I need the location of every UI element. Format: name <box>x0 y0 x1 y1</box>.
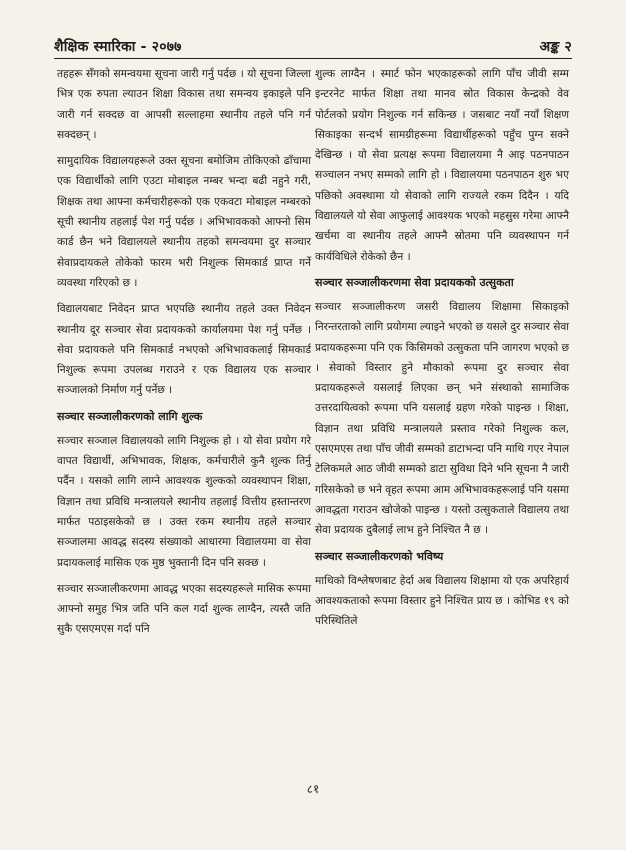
paragraph: सञ्चार सञ्जालीकरण जसरी विद्यालय शिक्षामा सिकाइको निरन्तरताको लागि प्रयोगमा ल्याइने भएको छ यसले दुर सञ्चार सेवा प्रदायकहरूमा पनि एक किसिमको उत्सुकता पनि जागरण भएको छ । सेवाको विस्तार हुने मौकाको रूपमा दुर सञ्चार सेवा प्रदायकहरूले यसलाई लिएका छन् भने संस्थाको सामाजिक उत्तरदायित्वको रूपमा पनि यसलाई ग्रहण गरेको पाइन्छ । शिक्षा, विज्ञान तथा प्रविधि मन्त्रालयले प्रस्ताव गरेको निशुल्क कल, एसएमएस तथा पाँच जीवी सम्मको डाटाभन्दा पनि माथि गएर नेपाल टेलिकमले आठ जीवी सम्मको डाटा सुविधा दिने भनि सूचना नै जारी गरिसकेको छ भने वृहत रूपमा आम अभिभावकहरूलाई पनि यसमा आवद्धता गराउन खोजेको पाइन्छ । यस्तो उत्सुकताले विद्यालय तथा सेवा प्रदायक दुबैलाई लाभ हुने निश्चित नै छ । <box>315 300 569 537</box>
section-heading: सञ्चार सञ्जालीकरणको भविष्य <box>315 549 444 563</box>
paragraph: विद्यालयबाट निवेदन प्राप्त भएपछि स्थानीय तहले उक्त निवेदन स्थानीय दूर सञ्चार सेवा प्रदायकको कार्यालयमा पेश गर्नु पर्नेछ । सेवा प्रदायकले पनि सिमकार्ड नभएको अभिभावकलाई सिमकार्ड निशुल्क रूपमा उपलब्ध गराउने र एक विद्यालय एक सञ्चार सञ्जालको निर्माण गर्नु पर्नेछ । <box>57 303 311 397</box>
paragraph: तहहरू सँगको समन्वयमा सूचना जारी गर्नु पर्दछ । यो सूचना जिल्ला भित्र एक रुपता ल्याउन शिक्षा विकास तथा समन्वय इकाइले पनि जारी गर्न सक्दछ वा आपसी सल्लाहमा स्थानीय तहले पनि गर्न सक्दछन् । <box>57 68 311 141</box>
right-column <box>315 64 569 637</box>
page-number: ८१ <box>306 782 320 796</box>
paragraph: सञ्चार सञ्जाल विद्यालयको लागि निशुल्क हो । यो सेवा प्रयोग गरे वापत विद्यार्थी, अभिभावक, शिक्षक, कर्मचारीले कुनै शुल्क तिर्नु पर्दैन । यसको लागि लाग्ने आवश्यक शुल्कको व्यवस्थापन शिक्षा, विज्ञान तथा प्रविधि मन्त्रालयले स्थानीय तहलाई वित्तीय हस्तान्तरण मार्फत पठाइसकेको छ । उक्त रकम स्थानीय तहले सञ्चार सञ्जालमा आवद्ध सदस्य संख्याको आधारमा विद्यालयमा वा सेवा प्रदायकलाई मासिक एक मुष्ठ भुक्तानी दिन पनि सक्छ । <box>57 434 311 569</box>
page-header <box>54 30 572 59</box>
paragraph: शुल्क लाग्दैन । स्मार्ट फोन भएकाहरूको लागि पाँच जीवी सम्म इन्टरनेट मार्फत शिक्षा तथा मानव स्रोत विकास केन्द्रको वेव पोर्टलको प्रयोग निशुल्क गर्न सकिन्छ । जसबाट नयाँ नयाँ शिक्षण सिकाइका सन्दर्भ सामग्रीहरूमा विद्यार्थीहरूको पहुँच पुग्न सक्ने देखिन्छ । यो सेवा प्रत्यक्ष रूपमा विद्यालयमा नै आइ पठनपाठन सञ्चालन नभए सम्मको लागि हो । विद्यालयमा पठनपाठन शुरु भए पछिको अवस्थामा यो सेवाको लागि राज्यले रकम दिदैन । यदि विद्यालयले यो सेवा आफुलाई आवश्यक भएको महसुस गरेमा आफ्नै खर्चमा वा स्थानीय तहले आफ्नै स्रोतमा पनि व्यवस्थापन गर्न कार्यविधिले रोकेको छैन । <box>315 68 569 263</box>
section-heading: सञ्चार सञ्जालीकरणमा सेवा प्रदायकको उत्सुकता <box>315 275 514 289</box>
left-column <box>57 64 311 646</box>
paragraph: सामुदायिक विद्यालयहरूले उक्त सूचना बमोजिम तोकिएको ढाँचामा एक विद्यार्थीको लागि एउटा मोबाइल नम्बर भन्दा बढी नहुने गरी, शिक्षक तथा आफ्ना कर्मचारीहरूको एक एकवटा मोबाइल नम्बरको सूची स्थानीय तहलाई पेश गर्नु पर्दछ । अभिभावकको आफ्नो सिम कार्ड छैन भने विद्यालयले स्थानीय तहको समन्वयमा दुर सञ्चार सेवाप्रदायकले तोकेको फारम भरी निशुल्क सिमकार्ड प्राप्त गर्ने व्यवस्था गरिएको छ । <box>57 155 311 289</box>
paragraph: सञ्चार सञ्जालीकरणमा आवद्ध भएका सदस्यहरूले मासिक रूपमा आफ्नो समुह भित्र जति पनि कल गर्दा शुल्क लाग्दैन, त्यस्तै जति सुकै एसएमएस गर्दा पनि <box>57 582 311 636</box>
section-heading: सञ्चार सञ्जालीकरणको लागि शुल्क <box>57 409 203 423</box>
paragraph: माथिको विश्लेषणबाट हेर्दा अब विद्यालय शिक्षामा यो एक अपरिहार्य आवश्यकताको रूपमा विस्तार हुने निश्चित प्राय छ । कोभिड १९ को परिस्थितिले <box>315 574 569 628</box>
issue-number: अङ्क २ <box>539 39 572 55</box>
publication-title: शैक्षिक स्मारिका - २०७७ <box>54 39 182 55</box>
